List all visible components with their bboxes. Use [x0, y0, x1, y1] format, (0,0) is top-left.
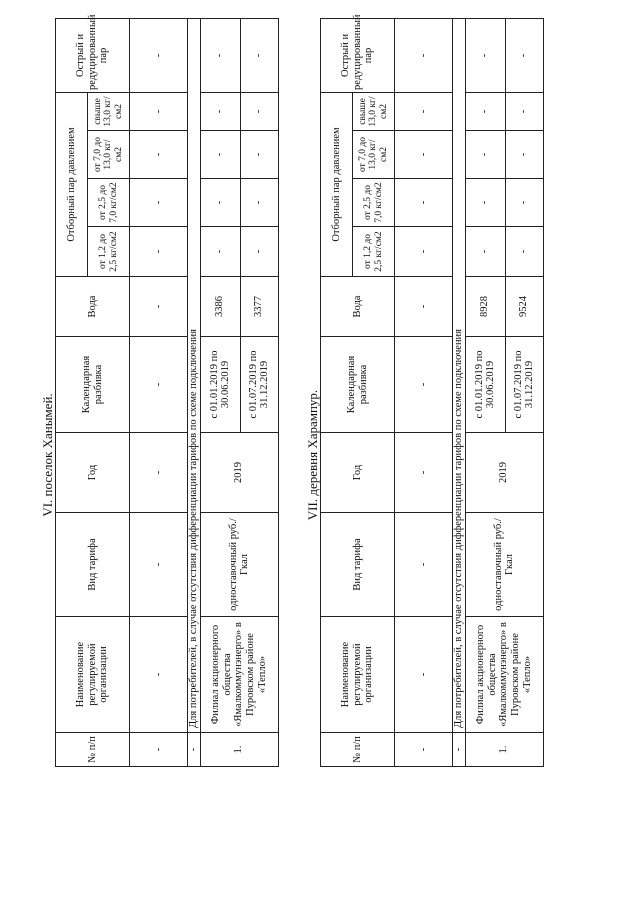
- section-title: VI. поселок Ханымей.: [40, 393, 55, 517]
- cell: -: [130, 227, 188, 277]
- cell: -: [395, 277, 453, 337]
- row-num: 1.: [465, 733, 543, 767]
- cell: -: [200, 18, 240, 92]
- header-water: Вода: [321, 277, 395, 337]
- cell: -: [240, 227, 278, 277]
- org-name: Филиал акционерного общества «Ямалкоммунэнерго» в Пуровском районе «Тепло»: [200, 617, 278, 733]
- cell: -: [130, 513, 188, 617]
- cell: -: [395, 337, 453, 433]
- cell: -: [465, 131, 505, 179]
- header-pressure-4: свыше 13,0 кг/см2: [353, 92, 395, 130]
- cell: -: [505, 92, 543, 130]
- cell: -: [395, 227, 453, 277]
- cell: -: [200, 179, 240, 227]
- cell: -: [395, 433, 453, 513]
- period: с 01.07.2019 по 31.12.2019: [240, 337, 278, 433]
- cell: -: [395, 92, 453, 130]
- cell: -: [240, 18, 278, 92]
- cell: -: [240, 179, 278, 227]
- year: 2019: [200, 433, 278, 513]
- cell: -: [465, 92, 505, 130]
- header-pressure-2: от 2,5 до 7,0 кг/см2: [353, 179, 395, 227]
- header-pressure-4: свыше 13,0 кг/см2: [88, 92, 130, 130]
- cell: -: [395, 513, 453, 617]
- cell: -: [130, 18, 188, 92]
- cell: -: [395, 18, 453, 92]
- note-dash: -: [188, 733, 201, 767]
- header-pressure-1: от 1,2 до 2,5 кг/см2: [353, 227, 395, 277]
- cell: -: [505, 179, 543, 227]
- data-row: [465, 18, 505, 766]
- data-row: [200, 18, 240, 766]
- header-tariff: Вид тарифа: [321, 513, 395, 617]
- cell: -: [395, 131, 453, 179]
- header-steam: Отборный пар давлением: [56, 92, 88, 276]
- section-title: VII. деревня Харампур.: [305, 389, 320, 521]
- dash-row: [130, 18, 188, 766]
- period: с 01.01.2019 по 30.06.2019: [200, 337, 240, 433]
- cell: -: [505, 227, 543, 277]
- org-name: Филиал акционерного общества «Ямалкоммунэнерго» в Пуровском районе «Тепло»: [465, 617, 543, 733]
- cell: -: [200, 92, 240, 130]
- cell: -: [130, 337, 188, 433]
- period: с 01.07.2019 по 31.12.2019: [505, 337, 543, 433]
- cell: -: [200, 227, 240, 277]
- cell: -: [130, 179, 188, 227]
- header-live-steam: Острый и редуцированный пар: [56, 18, 130, 92]
- cell: -: [130, 131, 188, 179]
- header-org: Наименование регулируемой организации: [321, 617, 395, 733]
- tariff-type: одноставочный руб./Гкал: [465, 513, 543, 617]
- note-text: Для потребителей, в случае отсутствия дифференциации тарифов по схеме подключения: [188, 18, 201, 732]
- header-row: [56, 18, 88, 766]
- header-pressure-3: от 7,0 до 13,0 кг/см2: [88, 131, 130, 179]
- header-year: Год: [321, 433, 395, 513]
- water-value: 3386: [200, 277, 240, 337]
- row-num: 1.: [200, 733, 278, 767]
- cell: -: [130, 617, 188, 733]
- cell: -: [240, 131, 278, 179]
- header-live-steam: Острый и редуцированный пар: [321, 18, 395, 92]
- header-calendar: Календарная разбивка: [321, 337, 395, 433]
- water-value: 3377: [240, 277, 278, 337]
- header-num: № п/п: [56, 733, 130, 767]
- cell: -: [505, 131, 543, 179]
- header-calendar: Календарная разбивка: [56, 337, 130, 433]
- cell: -: [130, 433, 188, 513]
- tariff-type: одноставочный руб./Гкал: [200, 513, 278, 617]
- water-value: 9524: [505, 277, 543, 337]
- header-pressure-3: от 7,0 до 13,0 кг/см2: [353, 131, 395, 179]
- tariff-table: [55, 14, 279, 767]
- cell: -: [130, 733, 188, 767]
- period: с 01.01.2019 по 30.06.2019: [465, 337, 505, 433]
- cell: -: [505, 18, 543, 92]
- note-row: [453, 18, 466, 766]
- cell: -: [465, 18, 505, 92]
- cell: -: [130, 92, 188, 130]
- year: 2019: [465, 433, 543, 513]
- cell: -: [130, 277, 188, 337]
- header-tariff: Вид тарифа: [56, 513, 130, 617]
- header-steam: Отборный пар давлением: [321, 92, 353, 276]
- water-value: 8928: [465, 277, 505, 337]
- note-row: [188, 18, 201, 766]
- cell: -: [465, 179, 505, 227]
- cell: -: [395, 733, 453, 767]
- header-org: Наименование регулируемой организации: [56, 617, 130, 733]
- header-water: Вода: [56, 277, 130, 337]
- header-num: № п/п: [321, 733, 395, 767]
- header-pressure-2: от 2,5 до 7,0 кг/см2: [88, 179, 130, 227]
- tariff-table: [320, 14, 544, 767]
- dash-row: [395, 18, 453, 766]
- note-dash: -: [453, 733, 466, 767]
- note-text: Для потребителей, в случае отсутствия дифференциации тарифов по схеме подключения: [453, 18, 466, 732]
- header-row: [321, 18, 353, 766]
- cell: -: [395, 617, 453, 733]
- cell: -: [240, 92, 278, 130]
- header-year: Год: [56, 433, 130, 513]
- header-pressure-1: от 1,2 до 2,5 кг/см2: [88, 227, 130, 277]
- cell: -: [465, 227, 505, 277]
- cell: -: [200, 131, 240, 179]
- rotated-page: [0, 5, 640, 905]
- cell: -: [395, 179, 453, 227]
